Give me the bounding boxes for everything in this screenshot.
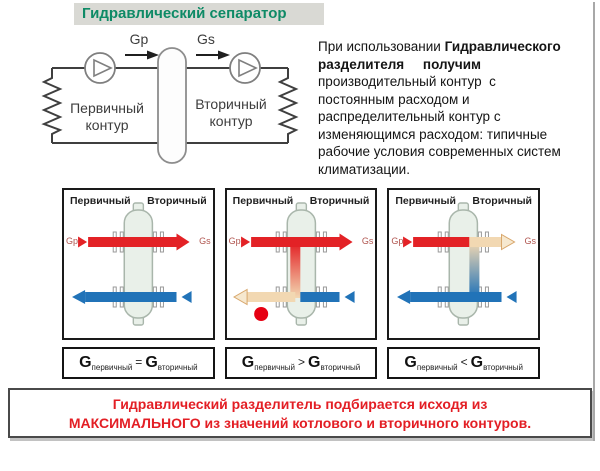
footer-line-2: МАКСИМАЛЬНОГО из значений котлового и вторичного контуров. (68, 415, 532, 431)
diagram-secondary-label: Вторичный (472, 195, 533, 207)
formula-operator: < (460, 355, 468, 369)
mixed-outlet-arrow-icon (234, 290, 247, 305)
gp-flow-label: Gp (129, 31, 149, 47)
diagram-equal-flow (62, 188, 215, 340)
formula-symbol: G (470, 354, 484, 371)
title-bar (74, 3, 324, 25)
slide-right-edge (593, 2, 595, 441)
mixed-outlet-arrow-icon (502, 235, 515, 250)
cold-flow-bar (300, 292, 339, 302)
diagram-primary-label: Первичный (70, 195, 131, 207)
formula-row (62, 347, 540, 379)
gp-label: Gp (391, 236, 404, 246)
cold-inlet-arrow-icon (344, 291, 354, 303)
hot-flow-bar (413, 237, 469, 247)
gp-label: Gp (228, 236, 241, 246)
hot-flow-bar (251, 237, 339, 247)
description-text: При использовании Гидравлического разделителя получим производительный контур с постоянным расходом и распределительный контур с изменяющимся расходом: типичные рабочие условия современных систем климатизации. (318, 39, 561, 177)
diagram-secondary-label: Вторичный (309, 195, 370, 207)
diagram-row (62, 188, 540, 340)
formula-box-less: G $_{первичный}$ < G $_{вторичный}$ (387, 347, 540, 379)
gp-inlet-arrow-icon (78, 237, 87, 248)
diagram-primary-greater (225, 188, 378, 340)
red-indicator-dot (254, 307, 268, 321)
cold-flow-bar (85, 292, 176, 302)
formula-operator: > (297, 355, 305, 369)
cold-flow-bar (410, 292, 501, 302)
formula-symbol: G (241, 354, 255, 371)
primary-circuit-label: Первичный контур (70, 100, 144, 133)
hot-outlet-arrow-icon (177, 234, 190, 251)
mixed-flow-bar (470, 237, 502, 247)
gp-label: Gp (66, 236, 79, 246)
hot-flow-bar (88, 237, 176, 247)
gs-flow-label: Gs (197, 31, 215, 47)
schematic-diagram (10, 30, 310, 180)
secondary-circuit-label: Вторичный контур (195, 96, 267, 129)
diagram-primary-label: Первичный (395, 195, 456, 207)
cold-inlet-arrow-icon (182, 291, 192, 303)
flow-gradient-channel (290, 243, 300, 298)
page-title: Гидравлический сепаратор (82, 5, 287, 22)
secondary-radiator-zigzag-icon (280, 68, 296, 143)
diagram-primary-label: Первичный (232, 195, 294, 207)
diagram-secondary-greater (387, 188, 540, 340)
flow-gradient-channel (470, 242, 480, 297)
formula-symbol: G (307, 354, 321, 371)
formula-operator: = (135, 355, 143, 369)
formula-box-equal: G $_{первичный}$ = G $_{вторичный}$ (62, 347, 215, 379)
mixed-flow-bar (247, 292, 295, 302)
formula-box-greater: G $_{первичный}$ > G $_{вторичный}$ (225, 347, 378, 379)
footer-warning-box (8, 388, 592, 438)
cold-outlet-arrow-icon (397, 290, 410, 304)
cold-inlet-arrow-icon (507, 291, 517, 303)
formula-symbol: G (145, 354, 158, 371)
primary-radiator-zigzag-icon (44, 68, 60, 143)
diagram-secondary-label: Вторичный (147, 195, 207, 207)
footer-line-1: Гидравлический разделитель подбирается исходя из (112, 396, 488, 412)
separator-vessel (158, 48, 186, 163)
gs-label: Gs (199, 236, 211, 246)
formula-symbol: G (404, 354, 417, 371)
cold-outlet-arrow-icon (72, 290, 85, 304)
formula-symbol: G (79, 354, 92, 371)
gp-inlet-arrow-icon (403, 237, 412, 248)
gs-label: Gs (524, 236, 537, 246)
gp-inlet-arrow-icon (241, 237, 250, 248)
hot-outlet-arrow-icon (339, 234, 352, 251)
gs-label: Gs (361, 236, 374, 246)
